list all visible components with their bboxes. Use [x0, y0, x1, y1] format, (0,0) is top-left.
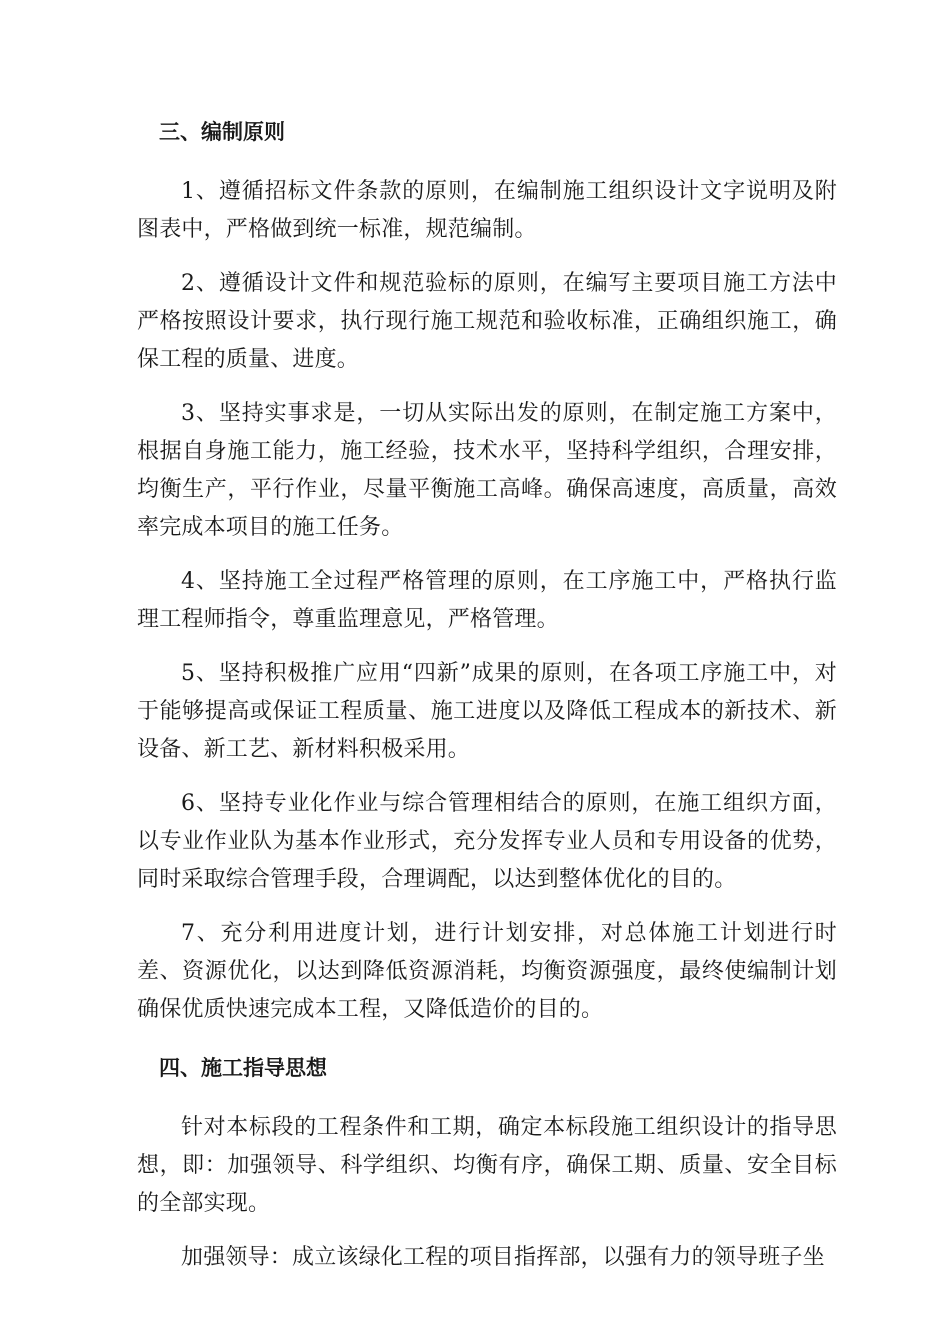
- paragraph: 针对本标段的工程条件和工期，确定本标段施工组织设计的指导思想，即：加强领导、科学组织、均衡有序，确保工期、质量、安全目标的全部实现。: [137, 1115, 837, 1216]
- document-body: [137, 113, 837, 1293]
- paragraph: 加强领导：成立该绿化工程的项目指挥部，以强有力的领导班子坐: [181, 1245, 825, 1270]
- paragraph: 5、坚持积极推广应用“四新”成果的原则，在各项工序施工中，对于能够提高或保证工程质量、施工进度以及降低工程成本的新技术、新设备、新工艺、新材料积极采用。: [137, 661, 837, 762]
- section-heading: 四、施工指导思想: [159, 1056, 327, 1080]
- paragraph: 4、坚持施工全过程严格管理的原则，在工序施工中，严格执行监理工程师指令，尊重监理意见，严格管理。: [137, 569, 837, 632]
- paragraph: 2、遵循设计文件和规范验标的原则，在编写主要项目施工方法中严格按照设计要求，执行现行施工规范和验收标准，正确组织施工，确保工程的质量、进度。: [137, 271, 837, 372]
- paragraph: 6、坚持专业化作业与综合管理相结合的原则，在施工组织方面，以专业作业队为基本作业形式，充分发挥专业人员和专用设备的优势，同时采取综合管理手段，合理调配，以达到整体优化的目的。: [137, 791, 837, 892]
- paragraph: 1、遵循招标文件条款的原则，在编制施工组织设计文字说明及附图表中，严格做到统一标准，规范编制。: [137, 179, 837, 242]
- section-guiding-ideology: [137, 1049, 837, 1277]
- paragraph: 7、充分利用进度计划，进行计划安排，对总体施工计划进行时差、资源优化，以达到降低资源消耗，均衡资源强度，最终使编制计划确保优质快速完成本工程，又降低造价的目的。: [137, 921, 837, 1022]
- section-compilation-principles: [137, 113, 837, 1029]
- section-heading: 三、编制原则: [159, 120, 285, 144]
- paragraph: 3、坚持实事求是，一切从实际出发的原则，在制定施工方案中，根据自身施工能力，施工经验，技术水平，坚持科学组织，合理安排，均衡生产，平行作业，尽量平衡施工高峰。确保高速度，高质量，高效率完成本项目的施工任务。: [137, 401, 837, 540]
